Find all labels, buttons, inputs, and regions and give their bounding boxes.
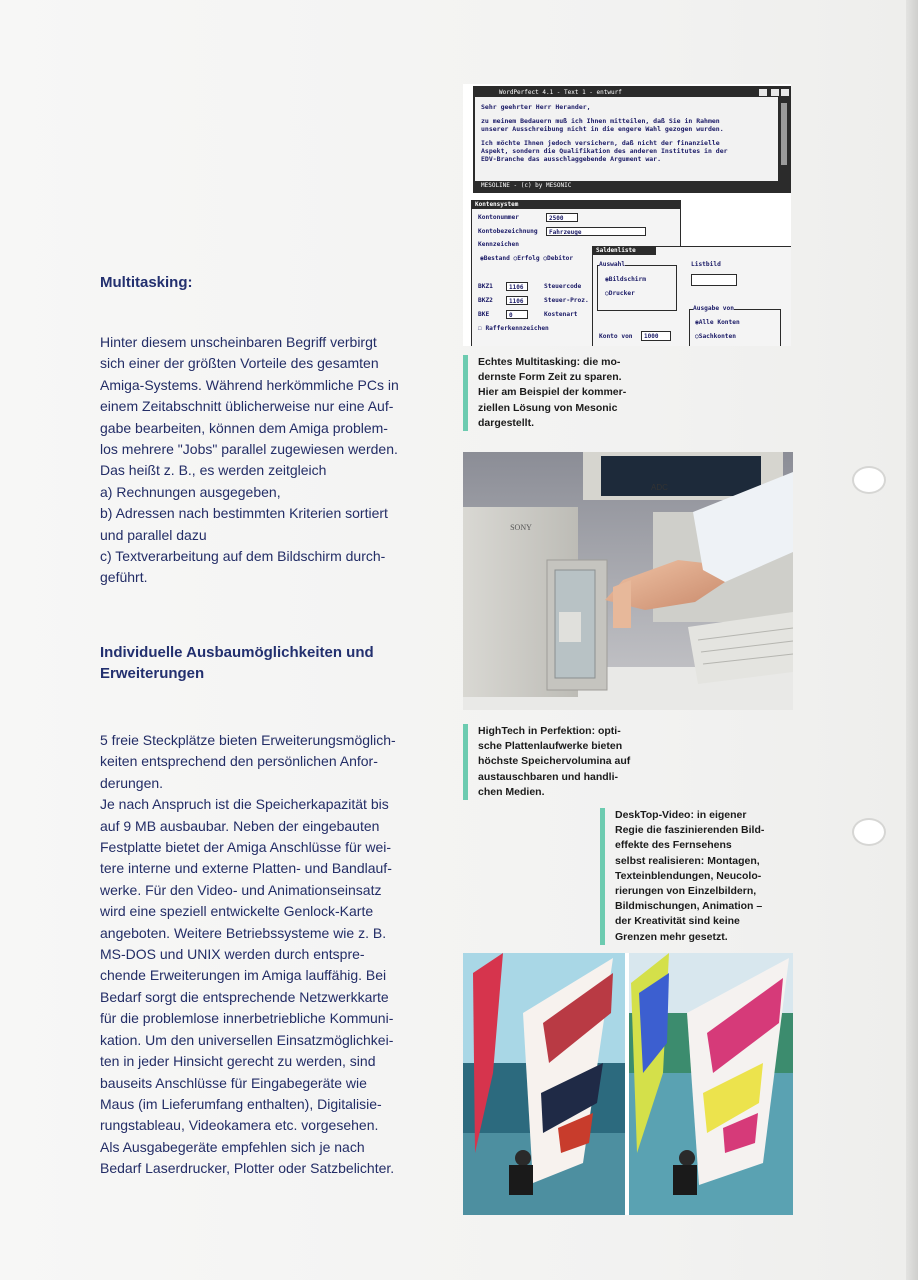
auswahl-option: ◉Bildschirm <box>605 276 646 283</box>
section-heading-multitasking: Multitasking: <box>100 274 193 291</box>
kontobezeichnung-label: Kontobezeichnung <box>478 228 538 235</box>
bkz1-name: Steuercode <box>544 283 582 290</box>
kennzeichen-label: Kennzeichen <box>478 241 519 248</box>
bke-name: Kostenart <box>544 311 578 318</box>
letter-line: Ich möchte Ihnen jedoch versichern, daß nicht der finanzielle <box>481 139 720 147</box>
kontensystem-title: Kontensystem <box>472 201 680 209</box>
extensions-paragraph <box>100 730 435 1180</box>
text-line: gabe bearbeiten, können dem Amiga problem- <box>100 419 388 436</box>
kontobezeichnung-field: Fahrzeuge <box>546 227 646 236</box>
listbild-field <box>691 274 737 286</box>
depth-gadget-icon <box>770 88 780 97</box>
text-line: austauschbaren und handli- <box>478 770 619 783</box>
text-line: Texteinblendungen, Neucolo- <box>615 869 762 882</box>
caption-desktop-video <box>600 808 764 945</box>
kennzeichen-options: ◉Bestand ○Erfolg ○Debitor <box>480 255 574 262</box>
text-line: geführt. <box>100 569 148 586</box>
bkz1-field: 1106 <box>506 282 528 291</box>
text-line: DeskTop-Video: in eigener <box>615 809 747 821</box>
auswahl-option: ○Drucker <box>605 290 635 297</box>
letter-line: Aspekt, sondern die Qualifikation des anderen Institutes in der <box>481 147 728 155</box>
text-line: der Kreativität sind keine <box>615 915 740 928</box>
text-line: Je nach Anspruch ist die Speicherkapazität bis <box>100 796 389 813</box>
punch-hole <box>852 466 886 494</box>
wordperfect-window <box>473 86 791 193</box>
binding-edge <box>906 0 918 1280</box>
text-line: chen Medien. <box>478 785 545 798</box>
sony-brand: SONY <box>510 523 532 532</box>
text-line: werke. Für den Video- und Animationseinsatz <box>100 881 382 898</box>
text-line: Hinter diesem unscheinbaren Begriff verbirgt <box>100 334 377 350</box>
text-line: ten in jeder Hinsicht gerecht zu werden, sind <box>100 1053 376 1070</box>
bkz2-label: BKZ2 <box>478 297 493 304</box>
ausgabe-label: Ausgabe von <box>693 305 734 312</box>
text-line: dernste Form Zeit zu sparen. <box>478 371 622 384</box>
text-line: c) Textverarbeitung auf dem Bildschirm durch- <box>100 548 386 565</box>
windsurf-photo <box>463 953 793 1215</box>
letter-line: EDV-Branche das ausschlaggebende Argument war. <box>481 155 662 163</box>
text-line: sich einer der größten Vorteile des gesamten <box>100 355 379 372</box>
depth-gadget-icon <box>758 88 768 97</box>
text-line: MS-DOS und UNIX werden durch entspre- <box>100 946 365 963</box>
caption-multitasking <box>463 355 626 431</box>
text-line: a) Rechnungen ausgegeben, <box>100 483 281 500</box>
text-line: für die problemlose innerbetriebliche Kommuni- <box>100 1010 394 1027</box>
text-line: los mehrere "Jobs" parallel zugewiesen werden. <box>100 441 398 458</box>
kontonummer-field: 2500 <box>546 213 578 222</box>
ausgabe-option: ○Sachkonten <box>695 333 736 340</box>
text-line: Als Ausgabegeräte empfehlen sich je nach <box>100 1138 365 1155</box>
text-line: chende Erweiterungen im Amiga lauffähig. Bei <box>100 967 387 984</box>
text-line: Amiga-Systems. Während herkömmliche PCs in <box>100 376 399 393</box>
text-line: bauseits Anschlüsse für Eingabegeräte wie <box>100 1074 367 1091</box>
text-line: angeboten. Weitere Betriebssysteme wie z. B. <box>100 924 387 941</box>
text-line: Das heißt z. B., es werden zeitgleich <box>100 462 327 479</box>
heading-line: Erweiterungen <box>100 665 205 682</box>
letter-line: zu meinem Bedauern muß ich Ihnen mitteilen, daß Sie in Rahmen <box>481 117 720 125</box>
ausgabe-group <box>689 309 781 346</box>
text-line: kation. Um den universellen Einsatzmöglichkei- <box>100 1031 394 1048</box>
wordperfect-status: MESOLINE - (c) by MESONIC <box>475 181 791 191</box>
depth-gadget-icon <box>780 88 790 97</box>
text-line: Echtes Multitasking: die mo- <box>478 356 621 368</box>
text-line: tere interne und externe Platten- und Bandlauf- <box>100 860 392 877</box>
text-line: einem Zeitabschnitt üblicherweise nur eine Auf- <box>100 398 394 415</box>
kontonummer-label: Kontonummer <box>478 214 519 221</box>
mesonic-screenshot <box>463 84 791 346</box>
text-line: ziellen Lösung von Mesonic <box>478 401 618 414</box>
multitasking-paragraph <box>100 332 435 589</box>
text-line: Bildmischungen, Animation – <box>615 900 763 913</box>
text-line: Bedarf sorgt die entsprechende Netzwerkkarte <box>100 988 389 1005</box>
text-line: derungen. <box>100 774 164 791</box>
text-line: dargestellt. <box>478 416 535 429</box>
text-line: auf 9 MB ausbaubar. Neben der eingebauten <box>100 817 380 834</box>
saldenliste-window <box>592 246 791 346</box>
konto-von-label: Konto von <box>599 333 633 340</box>
rafferkennzeichen-checkbox: ☐ Rafferkennzeichen <box>478 325 549 332</box>
text-line: effekte des Fernsehens <box>615 839 732 852</box>
text-line: keiten entsprechend den persönlichen Anfor- <box>100 753 378 770</box>
text-line: Hier am Beispiel der kommer- <box>478 386 627 399</box>
konto-von-field: 1000 <box>641 331 671 341</box>
section-heading-extensions <box>100 642 374 684</box>
text-line: wird eine speziell entwickelte Genlock-Karte <box>100 903 374 920</box>
text-line: Regie die faszinierenden Bild- <box>615 824 765 837</box>
text-line: b) Adressen nach bestimmten Kriterien sortiert <box>100 505 388 522</box>
text-line: HighTech in Perfektion: opti- <box>478 725 621 737</box>
text-line: 5 freie Steckplätze bieten Erweiterungsmöglich- <box>100 732 396 748</box>
bkz2-name: Steuer-Proz. <box>544 297 589 304</box>
wordperfect-titlebar: WordPerfect 4.1 - Text 1 - entwurf <box>475 88 790 97</box>
letter-line: unserer Ausschreibung nicht in die engere Wahl gezogen wurden. <box>481 125 724 133</box>
text-line: sche Plattenlaufwerke bieten <box>478 740 623 753</box>
heading-line: Individuelle Ausbaumöglichkeiten und <box>100 644 374 661</box>
ausgabe-option: ◉Alle Konten <box>695 319 740 326</box>
text-line: Maus (im Lieferumfang enthalten), Digitalisie- <box>100 1095 382 1112</box>
text-line: rierungen von Einzelbildern, <box>615 885 757 898</box>
auswahl-label: Auswahl <box>599 261 626 268</box>
text-line: und parallel dazu <box>100 526 207 543</box>
letter-line: Sehr geehrter Herr Herander, <box>481 103 591 111</box>
saldenliste-title: Saldenliste <box>593 247 656 255</box>
bkz1-label: BKZ1 <box>478 283 493 290</box>
bkz2-field: 1106 <box>506 296 528 305</box>
wordperfect-letter-text <box>475 97 790 163</box>
caption-hightech <box>463 724 630 800</box>
punch-hole <box>852 818 886 846</box>
scrollbar-icon <box>778 97 790 181</box>
bke-label: BKE <box>478 311 490 318</box>
optical-drive-photo <box>463 452 793 710</box>
monitor-brand: ADC <box>651 483 668 492</box>
text-line: Festplatte bietet der Amiga Anschlüsse für wei- <box>100 839 392 856</box>
listbild-label: Listbild <box>691 261 721 268</box>
auswahl-group <box>597 265 677 311</box>
text-line: rungstableau, Videokamera etc. vorgesehen. <box>100 1117 379 1134</box>
text-line: selbst realisieren: Montagen, <box>615 854 760 867</box>
bke-field: 0 <box>506 310 528 319</box>
text-line: höchste Speichervolumina auf <box>478 755 631 768</box>
text-line: Grenzen mehr gesetzt. <box>615 930 728 943</box>
text-line: Bedarf Laserdrucker, Plotter oder Satzbelichter. <box>100 1160 395 1177</box>
